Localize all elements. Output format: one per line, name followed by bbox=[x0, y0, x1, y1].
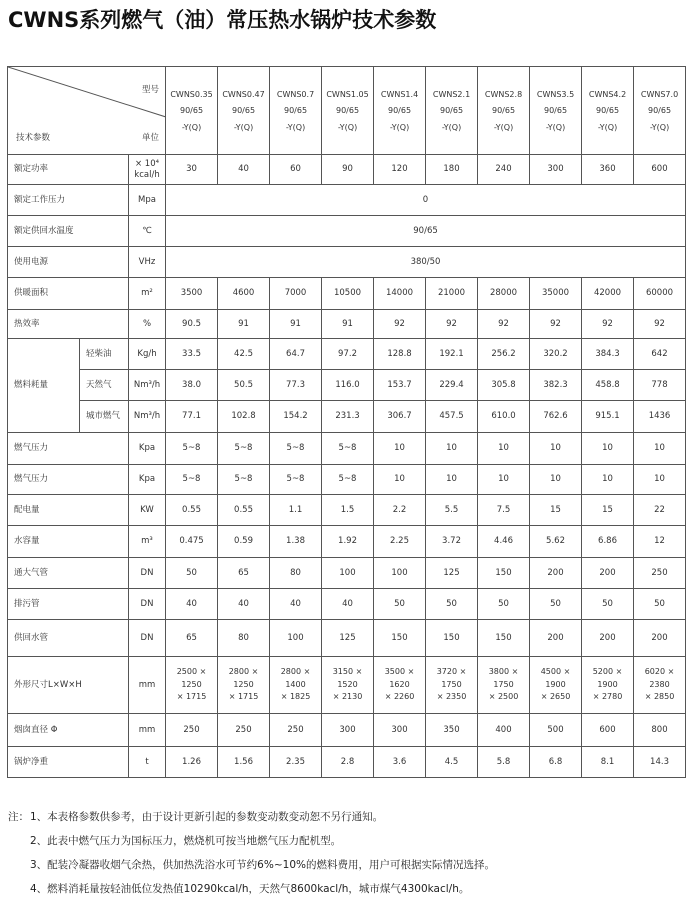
fuel-row bbox=[8, 370, 686, 401]
row-label: 额定供回水温度 bbox=[8, 216, 129, 247]
row-value: 10 bbox=[478, 433, 530, 465]
row-value: 384.3 bbox=[582, 339, 634, 370]
row-value: 92 bbox=[634, 310, 686, 339]
row-value: 10 bbox=[582, 465, 634, 495]
row-value: 2.35 bbox=[270, 747, 322, 778]
row-value: 800 bbox=[634, 714, 686, 747]
row-value: 150 bbox=[478, 620, 530, 657]
dimension-lw: 2500 × 1250 bbox=[176, 666, 207, 689]
dimension-h: × 2350 bbox=[436, 692, 467, 702]
model-suffix: -Y(Q) bbox=[285, 122, 306, 132]
row-unit: Kpa bbox=[129, 433, 166, 465]
row-unit: DN bbox=[129, 558, 166, 589]
row-value: 100 bbox=[322, 558, 374, 589]
dimension-h: × 2650 bbox=[540, 692, 571, 702]
row-value: 60000 bbox=[634, 278, 686, 310]
row-value: 1.26 bbox=[166, 747, 218, 778]
row-value: 5~8 bbox=[218, 465, 270, 495]
table-row bbox=[8, 526, 686, 558]
dimension-h: × 2500 bbox=[488, 692, 519, 702]
row-value: 300 bbox=[374, 714, 426, 747]
row-value: 5.5 bbox=[426, 495, 478, 526]
row-value: 4600 bbox=[218, 278, 270, 310]
row-value: 1.92 bbox=[322, 526, 374, 558]
row-unit: t bbox=[129, 747, 166, 778]
row-value: 120 bbox=[374, 155, 426, 185]
row-value: 60 bbox=[270, 155, 322, 185]
row-value: 90.5 bbox=[166, 310, 218, 339]
dimension-value bbox=[426, 657, 478, 714]
row-value: 92 bbox=[478, 310, 530, 339]
dimension-value bbox=[634, 657, 686, 714]
row-value: 300 bbox=[322, 714, 374, 747]
model-temp: 90/65 bbox=[439, 106, 464, 116]
row-value: 77.3 bbox=[270, 370, 322, 401]
row-value: 50 bbox=[374, 589, 426, 620]
model-name: CWNS3.5 bbox=[536, 89, 575, 99]
table-row bbox=[8, 155, 686, 185]
row-value: 5~8 bbox=[322, 433, 374, 465]
row-value: 90 bbox=[322, 155, 374, 185]
spec-table-wrap bbox=[7, 66, 681, 778]
row-value: 180 bbox=[426, 155, 478, 185]
model-name: CWNS1.4 bbox=[380, 89, 419, 99]
model-temp: 90/65 bbox=[595, 106, 620, 116]
row-value: 97.2 bbox=[322, 339, 374, 370]
model-header-cell bbox=[582, 67, 634, 155]
row-label: 外形尺寸L×W×H bbox=[8, 657, 129, 714]
row-label: 通大气管 bbox=[8, 558, 129, 589]
row-value: 192.1 bbox=[426, 339, 478, 370]
row-value: 40 bbox=[218, 589, 270, 620]
dimension-value bbox=[270, 657, 322, 714]
row-value: 382.3 bbox=[530, 370, 582, 401]
table-row bbox=[8, 433, 686, 465]
row-value: 600 bbox=[634, 155, 686, 185]
dimension-lw: 2800 × 1400 bbox=[280, 666, 311, 689]
row-value: 915.1 bbox=[582, 401, 634, 433]
row-value: 231.3 bbox=[322, 401, 374, 433]
dimension-lw: 3500 × 1620 bbox=[384, 666, 415, 689]
row-value: 128.8 bbox=[374, 339, 426, 370]
row-unit: Mpa bbox=[129, 185, 166, 216]
row-value: 50.5 bbox=[218, 370, 270, 401]
model-temp: 90/65 bbox=[283, 106, 308, 116]
row-value: 642 bbox=[634, 339, 686, 370]
note-text: 1、本表格参数供参考，由于设计更新引起的参数变动数变动恕不另行通知。 bbox=[30, 811, 384, 823]
table-row bbox=[8, 747, 686, 778]
row-value: 21000 bbox=[426, 278, 478, 310]
row-value: 77.1 bbox=[166, 401, 218, 433]
dimension-h: × 2260 bbox=[384, 692, 415, 702]
row-value: 150 bbox=[374, 620, 426, 657]
model-suffix: -Y(Q) bbox=[441, 122, 462, 132]
row-label: 燃气压力 bbox=[8, 433, 129, 465]
model-name: CWNS2.1 bbox=[432, 89, 471, 99]
row-value: 762.6 bbox=[530, 401, 582, 433]
row-value: 400 bbox=[478, 714, 530, 747]
fuel-sub-label: 城市燃气 bbox=[80, 401, 129, 433]
row-value: 92 bbox=[530, 310, 582, 339]
row-value: 458.8 bbox=[582, 370, 634, 401]
row-value: 80 bbox=[270, 558, 322, 589]
fuel-row bbox=[8, 339, 686, 370]
model-name: CWNS4.2 bbox=[588, 89, 627, 99]
dimension-h: × 1825 bbox=[280, 692, 311, 702]
row-unit: m³ bbox=[129, 526, 166, 558]
row-value: 1436 bbox=[634, 401, 686, 433]
dimension-value bbox=[322, 657, 374, 714]
row-value: 80 bbox=[218, 620, 270, 657]
dimension-value bbox=[582, 657, 634, 714]
row-span-value: 0 bbox=[166, 185, 686, 216]
row-value: 305.8 bbox=[478, 370, 530, 401]
model-header-cell bbox=[270, 67, 322, 155]
row-value: 10 bbox=[426, 465, 478, 495]
spec-table bbox=[7, 66, 686, 778]
row-value: 4.5 bbox=[426, 747, 478, 778]
row-unit: Nm³/h bbox=[129, 370, 166, 401]
row-value: 10500 bbox=[322, 278, 374, 310]
row-value: 10 bbox=[374, 433, 426, 465]
row-value: 0.59 bbox=[218, 526, 270, 558]
model-suffix: -Y(Q) bbox=[649, 122, 670, 132]
model-temp: 90/65 bbox=[387, 106, 412, 116]
row-label: 供暖面积 bbox=[8, 278, 129, 310]
model-temp: 90/65 bbox=[231, 106, 256, 116]
row-value: 8.1 bbox=[582, 747, 634, 778]
model-suffix: -Y(Q) bbox=[493, 122, 514, 132]
row-value: 10 bbox=[530, 433, 582, 465]
row-value: 5.8 bbox=[478, 747, 530, 778]
model-header-cell bbox=[426, 67, 478, 155]
row-value: 50 bbox=[634, 589, 686, 620]
row-unit: × 10⁴ kcal/h bbox=[129, 155, 166, 185]
row-value: 5~8 bbox=[166, 433, 218, 465]
note-text: 4、燃料消耗量按轻油低位发热值10290kcal/h，天然气8600kacl/h，城市煤气4300kacl/h。 bbox=[30, 883, 470, 895]
table-row bbox=[8, 714, 686, 747]
row-value: 150 bbox=[478, 558, 530, 589]
row-value: 12 bbox=[634, 526, 686, 558]
model-label: 型号 bbox=[142, 85, 160, 95]
row-value: 40 bbox=[322, 589, 374, 620]
dimension-value bbox=[374, 657, 426, 714]
row-unit: DN bbox=[129, 589, 166, 620]
row-value: 0.55 bbox=[166, 495, 218, 526]
header-diagonal-cell bbox=[8, 67, 166, 155]
row-value: 778 bbox=[634, 370, 686, 401]
row-unit: VHz bbox=[129, 247, 166, 278]
fuel-sub-label: 轻柴油 bbox=[80, 339, 129, 370]
row-value: 5~8 bbox=[166, 465, 218, 495]
row-value: 320.2 bbox=[530, 339, 582, 370]
row-value: 28000 bbox=[478, 278, 530, 310]
row-label: 排污管 bbox=[8, 589, 129, 620]
row-value: 50 bbox=[166, 558, 218, 589]
dimension-value bbox=[478, 657, 530, 714]
model-header-cell bbox=[374, 67, 426, 155]
fuel-sub-label: 天然气 bbox=[80, 370, 129, 401]
table-row bbox=[8, 216, 686, 247]
row-unit: KW bbox=[129, 495, 166, 526]
row-value: 10 bbox=[634, 465, 686, 495]
row-label: 燃气压力 bbox=[8, 465, 129, 495]
unit-label: 单位 bbox=[142, 133, 160, 144]
row-value: 92 bbox=[426, 310, 478, 339]
table-row bbox=[8, 185, 686, 216]
model-header-cell bbox=[478, 67, 530, 155]
row-value: 64.7 bbox=[270, 339, 322, 370]
row-value: 40 bbox=[270, 589, 322, 620]
row-value: 600 bbox=[582, 714, 634, 747]
model-name: CWNS2.8 bbox=[484, 89, 523, 99]
row-value: 10 bbox=[634, 433, 686, 465]
note-text: 3、配装冷凝器收烟气余热，供加热洗浴水可节约6%~10%的燃料费用，用户可根据实际情况选择。 bbox=[30, 859, 495, 871]
table-row bbox=[8, 558, 686, 589]
row-value: 40 bbox=[166, 589, 218, 620]
fuel-row bbox=[8, 401, 686, 433]
row-unit: m² bbox=[129, 278, 166, 310]
row-value: 306.7 bbox=[374, 401, 426, 433]
row-value: 2.8 bbox=[322, 747, 374, 778]
note-line bbox=[8, 829, 495, 853]
model-temp: 90/65 bbox=[335, 106, 360, 116]
row-value: 91 bbox=[322, 310, 374, 339]
dimension-lw: 3720 × 1750 bbox=[436, 666, 467, 689]
row-value: 50 bbox=[426, 589, 478, 620]
row-value: 229.4 bbox=[426, 370, 478, 401]
row-value: 2.25 bbox=[374, 526, 426, 558]
row-unit: % bbox=[129, 310, 166, 339]
row-value: 65 bbox=[166, 620, 218, 657]
row-value: 5~8 bbox=[218, 433, 270, 465]
model-name: CWNS0.47 bbox=[222, 89, 265, 99]
row-unit: mm bbox=[129, 657, 166, 714]
row-label: 热效率 bbox=[8, 310, 129, 339]
row-value: 3.6 bbox=[374, 747, 426, 778]
row-span-value: 380/50 bbox=[166, 247, 686, 278]
model-suffix: -Y(Q) bbox=[389, 122, 410, 132]
dimension-value bbox=[218, 657, 270, 714]
dimension-h: × 1715 bbox=[228, 692, 259, 702]
model-suffix: -Y(Q) bbox=[233, 122, 254, 132]
row-value: 5~8 bbox=[322, 465, 374, 495]
row-value: 50 bbox=[530, 589, 582, 620]
row-value: 200 bbox=[530, 620, 582, 657]
row-value: 5~8 bbox=[270, 433, 322, 465]
row-value: 15 bbox=[582, 495, 634, 526]
row-value: 125 bbox=[322, 620, 374, 657]
row-value: 92 bbox=[582, 310, 634, 339]
row-value: 2.2 bbox=[374, 495, 426, 526]
row-value: 92 bbox=[374, 310, 426, 339]
model-temp: 90/65 bbox=[491, 106, 516, 116]
dimension-value bbox=[166, 657, 218, 714]
row-value: 250 bbox=[166, 714, 218, 747]
row-value: 3.72 bbox=[426, 526, 478, 558]
row-value: 42000 bbox=[582, 278, 634, 310]
row-value: 30 bbox=[166, 155, 218, 185]
dimension-h: × 2780 bbox=[592, 692, 623, 702]
row-value: 10 bbox=[374, 465, 426, 495]
row-value: 1.5 bbox=[322, 495, 374, 526]
row-value: 610.0 bbox=[478, 401, 530, 433]
model-suffix: -Y(Q) bbox=[597, 122, 618, 132]
row-value: 35000 bbox=[530, 278, 582, 310]
row-label: 水容量 bbox=[8, 526, 129, 558]
row-label: 使用电源 bbox=[8, 247, 129, 278]
dimension-lw: 3150 × 1520 bbox=[332, 666, 363, 689]
model-header-cell bbox=[218, 67, 270, 155]
row-value: 300 bbox=[530, 155, 582, 185]
model-header-cell bbox=[530, 67, 582, 155]
row-value: 50 bbox=[478, 589, 530, 620]
notes bbox=[8, 805, 495, 901]
model-header-cell bbox=[166, 67, 218, 155]
table-row bbox=[8, 589, 686, 620]
row-value: 0.55 bbox=[218, 495, 270, 526]
dimension-lw: 5200 × 1900 bbox=[592, 666, 623, 689]
row-value: 350 bbox=[426, 714, 478, 747]
row-value: 360 bbox=[582, 155, 634, 185]
row-value: 91 bbox=[218, 310, 270, 339]
model-suffix: -Y(Q) bbox=[181, 122, 202, 132]
row-value: 1.38 bbox=[270, 526, 322, 558]
row-value: 15 bbox=[530, 495, 582, 526]
dimension-h: × 1715 bbox=[176, 692, 207, 702]
row-value: 5.62 bbox=[530, 526, 582, 558]
dimension-row bbox=[8, 657, 686, 714]
row-unit: DN bbox=[129, 620, 166, 657]
row-value: 10 bbox=[582, 433, 634, 465]
row-value: 1.56 bbox=[218, 747, 270, 778]
model-header-cell bbox=[322, 67, 374, 155]
row-value: 154.2 bbox=[270, 401, 322, 433]
note-line bbox=[8, 877, 495, 901]
row-value: 6.86 bbox=[582, 526, 634, 558]
row-value: 240 bbox=[478, 155, 530, 185]
row-value: 3500 bbox=[166, 278, 218, 310]
row-value: 500 bbox=[530, 714, 582, 747]
note-line bbox=[8, 805, 495, 829]
model-name: CWNS0.35 bbox=[170, 89, 213, 99]
row-value: 116.0 bbox=[322, 370, 374, 401]
row-value: 14000 bbox=[374, 278, 426, 310]
model-temp: 90/65 bbox=[543, 106, 568, 116]
row-value: 457.5 bbox=[426, 401, 478, 433]
row-value: 38.0 bbox=[166, 370, 218, 401]
dimension-h: × 2850 bbox=[644, 692, 675, 702]
model-name: CWNS0.7 bbox=[276, 89, 315, 99]
row-value: 22 bbox=[634, 495, 686, 526]
model-header-cell bbox=[634, 67, 686, 155]
dimension-lw: 3800 × 1750 bbox=[488, 666, 519, 689]
row-value: 150 bbox=[426, 620, 478, 657]
row-value: 250 bbox=[634, 558, 686, 589]
model-name: CWNS7.0 bbox=[640, 89, 679, 99]
row-unit: mm bbox=[129, 714, 166, 747]
dimension-value bbox=[530, 657, 582, 714]
dimension-lw: 4500 × 1900 bbox=[540, 666, 571, 689]
row-value: 7.5 bbox=[478, 495, 530, 526]
table-row bbox=[8, 278, 686, 310]
row-value: 10 bbox=[426, 433, 478, 465]
row-value: 91 bbox=[270, 310, 322, 339]
row-value: 250 bbox=[218, 714, 270, 747]
table-row bbox=[8, 620, 686, 657]
row-value: 6.8 bbox=[530, 747, 582, 778]
row-value: 125 bbox=[426, 558, 478, 589]
row-label: 额定工作压力 bbox=[8, 185, 129, 216]
row-unit: Nm³/h bbox=[129, 401, 166, 433]
row-label: 锅炉净重 bbox=[8, 747, 129, 778]
row-value: 100 bbox=[374, 558, 426, 589]
row-value: 153.7 bbox=[374, 370, 426, 401]
row-value: 10 bbox=[478, 465, 530, 495]
row-label: 额定功率 bbox=[8, 155, 129, 185]
model-name: CWNS1.05 bbox=[326, 89, 369, 99]
dimension-lw: 2800 × 1250 bbox=[228, 666, 259, 689]
row-value: 1.1 bbox=[270, 495, 322, 526]
row-value: 200 bbox=[582, 620, 634, 657]
model-temp: 90/65 bbox=[647, 106, 672, 116]
table-row bbox=[8, 465, 686, 495]
row-span-value: 90/65 bbox=[166, 216, 686, 247]
row-value: 40 bbox=[218, 155, 270, 185]
model-temp: 90/65 bbox=[179, 106, 204, 116]
row-label: 烟囱直径 Φ bbox=[8, 714, 129, 747]
row-unit: Kg/h bbox=[129, 339, 166, 370]
row-value: 100 bbox=[270, 620, 322, 657]
row-value: 14.3 bbox=[634, 747, 686, 778]
row-value: 7000 bbox=[270, 278, 322, 310]
table-row bbox=[8, 310, 686, 339]
row-unit: Kpa bbox=[129, 465, 166, 495]
header-row bbox=[8, 67, 686, 155]
row-value: 50 bbox=[582, 589, 634, 620]
note-prefix: 注： bbox=[8, 811, 29, 823]
fuel-label: 燃料耗量 bbox=[8, 339, 80, 433]
model-suffix: -Y(Q) bbox=[545, 122, 566, 132]
row-label: 配电量 bbox=[8, 495, 129, 526]
row-value: 5~8 bbox=[270, 465, 322, 495]
row-value: 250 bbox=[270, 714, 322, 747]
dimension-h: × 2130 bbox=[332, 692, 363, 702]
row-value: 0.475 bbox=[166, 526, 218, 558]
row-value: 10 bbox=[530, 465, 582, 495]
table-row bbox=[8, 495, 686, 526]
row-value: 200 bbox=[634, 620, 686, 657]
row-value: 33.5 bbox=[166, 339, 218, 370]
page-title: CWNS系列燃气（油）常压热水锅炉技术参数 bbox=[8, 8, 437, 32]
note-text: 2、此表中燃气压力为国标压力，燃烧机可按当地燃气压力配机型。 bbox=[30, 835, 342, 847]
row-value: 42.5 bbox=[218, 339, 270, 370]
param-label: 技术参数 bbox=[16, 133, 51, 144]
row-value: 200 bbox=[582, 558, 634, 589]
model-suffix: -Y(Q) bbox=[337, 122, 358, 132]
row-value: 200 bbox=[530, 558, 582, 589]
row-value: 256.2 bbox=[478, 339, 530, 370]
table-row bbox=[8, 247, 686, 278]
row-value: 65 bbox=[218, 558, 270, 589]
row-unit: ℃ bbox=[129, 216, 166, 247]
row-label: 供回水管 bbox=[8, 620, 129, 657]
row-value: 4.46 bbox=[478, 526, 530, 558]
row-value: 102.8 bbox=[218, 401, 270, 433]
note-line bbox=[8, 853, 495, 877]
dimension-lw: 6020 × 2380 bbox=[644, 666, 675, 689]
